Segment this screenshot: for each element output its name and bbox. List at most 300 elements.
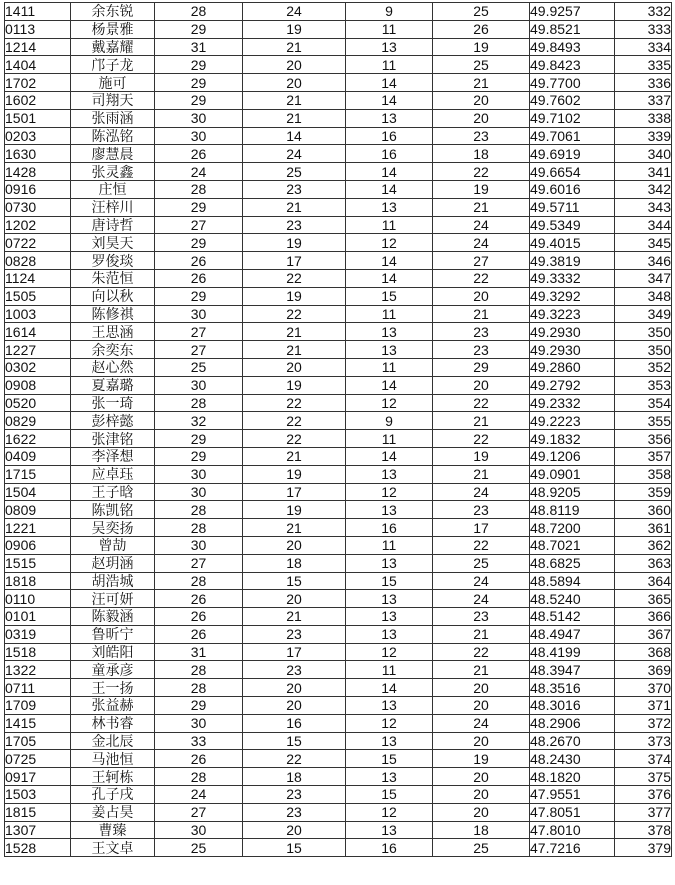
score-b-cell: 23 xyxy=(243,803,346,821)
student-id-cell: 1307 xyxy=(5,821,71,839)
student-id-cell: 0711 xyxy=(5,679,71,697)
score-a-cell: 26 xyxy=(155,625,243,643)
score-d-cell: 18 xyxy=(433,821,530,839)
total-score-cell: 49.2930 xyxy=(530,323,615,341)
score-b-cell: 18 xyxy=(243,554,346,572)
score-d-cell: 18 xyxy=(433,145,530,163)
score-d-cell: 25 xyxy=(433,56,530,74)
score-d-cell: 20 xyxy=(433,803,530,821)
table-row xyxy=(5,234,672,252)
table-row xyxy=(5,163,672,181)
score-d-cell: 20 xyxy=(433,697,530,715)
total-score-cell: 49.3332 xyxy=(530,269,615,287)
total-score-cell: 49.3819 xyxy=(530,252,615,270)
score-c-cell: 13 xyxy=(346,732,433,750)
total-score-cell: 48.9205 xyxy=(530,483,615,501)
score-c-cell: 13 xyxy=(346,341,433,359)
rank-cell: 355 xyxy=(615,412,672,430)
score-a-cell: 27 xyxy=(155,803,243,821)
student-name-cell: 施可 xyxy=(71,74,155,92)
rank-cell: 344 xyxy=(615,216,672,234)
student-name-cell: 金北辰 xyxy=(71,732,155,750)
score-b-cell: 21 xyxy=(243,323,346,341)
score-d-cell: 21 xyxy=(433,625,530,643)
score-b-cell: 21 xyxy=(243,198,346,216)
score-d-cell: 24 xyxy=(433,572,530,590)
rank-cell: 342 xyxy=(615,180,672,198)
total-score-cell: 47.9551 xyxy=(530,786,615,804)
rank-cell: 365 xyxy=(615,590,672,608)
score-b-cell: 19 xyxy=(243,287,346,305)
student-name-cell: 陈泓铭 xyxy=(71,127,155,145)
rank-cell: 378 xyxy=(615,821,672,839)
score-d-cell: 24 xyxy=(433,216,530,234)
score-d-cell: 22 xyxy=(433,163,530,181)
score-c-cell: 16 xyxy=(346,839,433,857)
student-name-cell: 刘昊天 xyxy=(71,234,155,252)
rank-cell: 372 xyxy=(615,714,672,732)
score-b-cell: 21 xyxy=(243,38,346,56)
student-id-cell: 1515 xyxy=(5,554,71,572)
student-name-cell: 夏嘉璐 xyxy=(71,376,155,394)
total-score-cell: 49.6654 xyxy=(530,163,615,181)
score-a-cell: 31 xyxy=(155,38,243,56)
rank-cell: 373 xyxy=(615,732,672,750)
score-a-cell: 33 xyxy=(155,732,243,750)
student-name-cell: 王思涵 xyxy=(71,323,155,341)
total-score-cell: 49.2792 xyxy=(530,376,615,394)
total-score-cell: 48.3947 xyxy=(530,661,615,679)
score-d-cell: 23 xyxy=(433,501,530,519)
score-a-cell: 29 xyxy=(155,91,243,109)
student-id-cell: 0908 xyxy=(5,376,71,394)
rank-cell: 335 xyxy=(615,56,672,74)
student-id-cell: 1227 xyxy=(5,341,71,359)
score-c-cell: 9 xyxy=(346,412,433,430)
table-row xyxy=(5,572,672,590)
score-b-cell: 20 xyxy=(243,821,346,839)
table-row xyxy=(5,447,672,465)
student-name-cell: 童承彦 xyxy=(71,661,155,679)
score-d-cell: 22 xyxy=(433,643,530,661)
total-score-cell: 49.1832 xyxy=(530,430,615,448)
table-row xyxy=(5,536,672,554)
score-a-cell: 26 xyxy=(155,252,243,270)
score-a-cell: 30 xyxy=(155,821,243,839)
score-c-cell: 13 xyxy=(346,109,433,127)
student-name-cell: 王轲栋 xyxy=(71,768,155,786)
rank-cell: 352 xyxy=(615,358,672,376)
table-row xyxy=(5,198,672,216)
table-row xyxy=(5,501,672,519)
table-row xyxy=(5,56,672,74)
score-d-cell: 23 xyxy=(433,608,530,626)
student-id-cell: 1214 xyxy=(5,38,71,56)
student-id-cell: 0730 xyxy=(5,198,71,216)
score-a-cell: 29 xyxy=(155,20,243,38)
table-row xyxy=(5,3,672,21)
score-a-cell: 27 xyxy=(155,216,243,234)
score-b-cell: 18 xyxy=(243,768,346,786)
table-row xyxy=(5,768,672,786)
score-a-cell: 29 xyxy=(155,198,243,216)
score-d-cell: 21 xyxy=(433,412,530,430)
student-name-cell: 汪梓川 xyxy=(71,198,155,216)
student-name-cell: 张一琦 xyxy=(71,394,155,412)
score-b-cell: 15 xyxy=(243,839,346,857)
score-a-cell: 28 xyxy=(155,3,243,21)
score-c-cell: 16 xyxy=(346,519,433,537)
table-row xyxy=(5,305,672,323)
score-a-cell: 28 xyxy=(155,501,243,519)
score-b-cell: 25 xyxy=(243,163,346,181)
rank-cell: 362 xyxy=(615,536,672,554)
score-d-cell: 20 xyxy=(433,679,530,697)
rank-cell: 347 xyxy=(615,269,672,287)
score-b-cell: 22 xyxy=(243,269,346,287)
score-d-cell: 24 xyxy=(433,714,530,732)
student-name-cell: 鲁昕宁 xyxy=(71,625,155,643)
score-d-cell: 19 xyxy=(433,447,530,465)
rank-cell: 368 xyxy=(615,643,672,661)
score-c-cell: 13 xyxy=(346,697,433,715)
table-body xyxy=(5,3,672,857)
student-id-cell: 1702 xyxy=(5,74,71,92)
score-a-cell: 32 xyxy=(155,412,243,430)
score-d-cell: 22 xyxy=(433,394,530,412)
score-d-cell: 20 xyxy=(433,109,530,127)
score-b-cell: 19 xyxy=(243,234,346,252)
score-d-cell: 23 xyxy=(433,323,530,341)
score-b-cell: 21 xyxy=(243,341,346,359)
rank-cell: 370 xyxy=(615,679,672,697)
score-d-cell: 22 xyxy=(433,430,530,448)
score-b-cell: 16 xyxy=(243,714,346,732)
rank-cell: 357 xyxy=(615,447,672,465)
score-c-cell: 12 xyxy=(346,483,433,501)
table-row xyxy=(5,519,672,537)
total-score-cell: 49.2332 xyxy=(530,394,615,412)
student-id-cell: 1815 xyxy=(5,803,71,821)
student-id-cell: 0319 xyxy=(5,625,71,643)
table-row xyxy=(5,20,672,38)
student-id-cell: 1818 xyxy=(5,572,71,590)
student-name-cell: 赵玥涵 xyxy=(71,554,155,572)
score-table xyxy=(4,2,672,857)
total-score-cell: 49.7102 xyxy=(530,109,615,127)
rank-cell: 364 xyxy=(615,572,672,590)
rank-cell: 337 xyxy=(615,91,672,109)
score-b-cell: 22 xyxy=(243,412,346,430)
score-b-cell: 23 xyxy=(243,180,346,198)
score-d-cell: 25 xyxy=(433,554,530,572)
student-name-cell: 陈凯铭 xyxy=(71,501,155,519)
student-id-cell: 1622 xyxy=(5,430,71,448)
table-row xyxy=(5,821,672,839)
total-score-cell: 48.3516 xyxy=(530,679,615,697)
student-name-cell: 司翔天 xyxy=(71,91,155,109)
score-a-cell: 28 xyxy=(155,679,243,697)
score-a-cell: 26 xyxy=(155,269,243,287)
student-id-cell: 1602 xyxy=(5,91,71,109)
student-id-cell: 0906 xyxy=(5,536,71,554)
total-score-cell: 48.2670 xyxy=(530,732,615,750)
score-a-cell: 29 xyxy=(155,447,243,465)
score-a-cell: 30 xyxy=(155,483,243,501)
score-b-cell: 20 xyxy=(243,536,346,554)
score-c-cell: 14 xyxy=(346,252,433,270)
student-name-cell: 陈修祺 xyxy=(71,305,155,323)
score-d-cell: 20 xyxy=(433,768,530,786)
score-d-cell: 27 xyxy=(433,252,530,270)
table-row xyxy=(5,145,672,163)
rank-cell: 360 xyxy=(615,501,672,519)
score-c-cell: 14 xyxy=(346,447,433,465)
student-name-cell: 吴奕扬 xyxy=(71,519,155,537)
student-id-cell: 0409 xyxy=(5,447,71,465)
student-id-cell: 1614 xyxy=(5,323,71,341)
student-name-cell: 林书睿 xyxy=(71,714,155,732)
table-row xyxy=(5,714,672,732)
rank-cell: 376 xyxy=(615,786,672,804)
score-c-cell: 15 xyxy=(346,572,433,590)
table-row xyxy=(5,323,672,341)
rank-cell: 358 xyxy=(615,465,672,483)
score-d-cell: 29 xyxy=(433,358,530,376)
student-name-cell: 唐诗哲 xyxy=(71,216,155,234)
score-b-cell: 20 xyxy=(243,358,346,376)
rank-cell: 350 xyxy=(615,323,672,341)
student-id-cell: 0809 xyxy=(5,501,71,519)
student-name-cell: 曾劼 xyxy=(71,536,155,554)
score-d-cell: 22 xyxy=(433,269,530,287)
rank-cell: 359 xyxy=(615,483,672,501)
score-a-cell: 30 xyxy=(155,376,243,394)
total-score-cell: 48.2906 xyxy=(530,714,615,732)
score-c-cell: 14 xyxy=(346,269,433,287)
total-score-cell: 48.5142 xyxy=(530,608,615,626)
score-a-cell: 29 xyxy=(155,287,243,305)
rank-cell: 353 xyxy=(615,376,672,394)
score-b-cell: 20 xyxy=(243,74,346,92)
score-b-cell: 22 xyxy=(243,750,346,768)
table-row xyxy=(5,412,672,430)
score-c-cell: 14 xyxy=(346,180,433,198)
student-id-cell: 1705 xyxy=(5,732,71,750)
table-row xyxy=(5,786,672,804)
total-score-cell: 49.9257 xyxy=(530,3,615,21)
total-score-cell: 49.0901 xyxy=(530,465,615,483)
rank-cell: 366 xyxy=(615,608,672,626)
score-c-cell: 12 xyxy=(346,643,433,661)
student-name-cell: 赵心然 xyxy=(71,358,155,376)
table-row xyxy=(5,127,672,145)
score-c-cell: 13 xyxy=(346,590,433,608)
score-b-cell: 22 xyxy=(243,305,346,323)
student-id-cell: 1503 xyxy=(5,786,71,804)
score-b-cell: 23 xyxy=(243,625,346,643)
score-c-cell: 13 xyxy=(346,465,433,483)
table-row xyxy=(5,269,672,287)
student-id-cell: 1003 xyxy=(5,305,71,323)
table-row xyxy=(5,643,672,661)
score-c-cell: 12 xyxy=(346,714,433,732)
table-row xyxy=(5,483,672,501)
student-name-cell: 张雨涵 xyxy=(71,109,155,127)
table-row xyxy=(5,252,672,270)
score-b-cell: 23 xyxy=(243,786,346,804)
score-a-cell: 30 xyxy=(155,536,243,554)
score-a-cell: 24 xyxy=(155,163,243,181)
rank-cell: 354 xyxy=(615,394,672,412)
student-name-cell: 陈毅涵 xyxy=(71,608,155,626)
student-id-cell: 0520 xyxy=(5,394,71,412)
table-row xyxy=(5,803,672,821)
score-d-cell: 19 xyxy=(433,750,530,768)
score-d-cell: 23 xyxy=(433,127,530,145)
table-row xyxy=(5,341,672,359)
score-b-cell: 21 xyxy=(243,447,346,465)
score-c-cell: 11 xyxy=(346,430,433,448)
score-c-cell: 11 xyxy=(346,661,433,679)
score-a-cell: 29 xyxy=(155,430,243,448)
score-a-cell: 26 xyxy=(155,145,243,163)
score-d-cell: 17 xyxy=(433,519,530,537)
score-c-cell: 11 xyxy=(346,305,433,323)
total-score-cell: 48.7200 xyxy=(530,519,615,537)
score-a-cell: 28 xyxy=(155,394,243,412)
score-b-cell: 21 xyxy=(243,608,346,626)
score-a-cell: 29 xyxy=(155,234,243,252)
student-id-cell: 0828 xyxy=(5,252,71,270)
total-score-cell: 49.3223 xyxy=(530,305,615,323)
student-name-cell: 余东锐 xyxy=(71,3,155,21)
student-id-cell: 1715 xyxy=(5,465,71,483)
student-name-cell: 庄恒 xyxy=(71,180,155,198)
student-name-cell: 胡浩城 xyxy=(71,572,155,590)
score-a-cell: 26 xyxy=(155,590,243,608)
total-score-cell: 48.5240 xyxy=(530,590,615,608)
student-id-cell: 1322 xyxy=(5,661,71,679)
total-score-cell: 49.2930 xyxy=(530,341,615,359)
score-b-cell: 21 xyxy=(243,91,346,109)
rank-cell: 377 xyxy=(615,803,672,821)
student-name-cell: 姜占昊 xyxy=(71,803,155,821)
student-id-cell: 1404 xyxy=(5,56,71,74)
total-score-cell: 48.4199 xyxy=(530,643,615,661)
table-row xyxy=(5,376,672,394)
score-b-cell: 22 xyxy=(243,430,346,448)
student-name-cell: 孔子戌 xyxy=(71,786,155,804)
score-b-cell: 21 xyxy=(243,519,346,537)
score-d-cell: 20 xyxy=(433,732,530,750)
score-c-cell: 13 xyxy=(346,821,433,839)
student-name-cell: 向以秋 xyxy=(71,287,155,305)
total-score-cell: 49.7700 xyxy=(530,74,615,92)
table-row xyxy=(5,608,672,626)
score-a-cell: 24 xyxy=(155,786,243,804)
student-name-cell: 罗俊琰 xyxy=(71,252,155,270)
student-id-cell: 0829 xyxy=(5,412,71,430)
rank-cell: 336 xyxy=(615,74,672,92)
table-row xyxy=(5,697,672,715)
student-name-cell: 汪可妍 xyxy=(71,590,155,608)
student-id-cell: 0203 xyxy=(5,127,71,145)
score-c-cell: 14 xyxy=(346,74,433,92)
rank-cell: 367 xyxy=(615,625,672,643)
student-name-cell: 彭梓懿 xyxy=(71,412,155,430)
score-b-cell: 19 xyxy=(243,465,346,483)
student-name-cell: 应卓珏 xyxy=(71,465,155,483)
score-a-cell: 28 xyxy=(155,519,243,537)
student-id-cell: 0722 xyxy=(5,234,71,252)
score-d-cell: 19 xyxy=(433,38,530,56)
total-score-cell: 49.7061 xyxy=(530,127,615,145)
student-id-cell: 0302 xyxy=(5,358,71,376)
rank-cell: 379 xyxy=(615,839,672,857)
rank-cell: 369 xyxy=(615,661,672,679)
total-score-cell: 49.3292 xyxy=(530,287,615,305)
score-b-cell: 19 xyxy=(243,376,346,394)
student-id-cell: 0916 xyxy=(5,180,71,198)
rank-cell: 375 xyxy=(615,768,672,786)
rank-cell: 350 xyxy=(615,341,672,359)
score-c-cell: 14 xyxy=(346,163,433,181)
student-id-cell: 1415 xyxy=(5,714,71,732)
score-a-cell: 27 xyxy=(155,323,243,341)
rank-cell: 345 xyxy=(615,234,672,252)
student-name-cell: 李泽想 xyxy=(71,447,155,465)
score-a-cell: 26 xyxy=(155,750,243,768)
score-d-cell: 23 xyxy=(433,341,530,359)
table-row xyxy=(5,287,672,305)
score-c-cell: 14 xyxy=(346,91,433,109)
student-id-cell: 1518 xyxy=(5,643,71,661)
rank-cell: 333 xyxy=(615,20,672,38)
score-c-cell: 13 xyxy=(346,198,433,216)
score-c-cell: 15 xyxy=(346,287,433,305)
score-a-cell: 28 xyxy=(155,572,243,590)
student-id-cell: 0101 xyxy=(5,608,71,626)
student-name-cell: 朱范恒 xyxy=(71,269,155,287)
student-id-cell: 1428 xyxy=(5,163,71,181)
score-b-cell: 20 xyxy=(243,697,346,715)
rank-cell: 334 xyxy=(615,38,672,56)
table-row xyxy=(5,91,672,109)
score-b-cell: 24 xyxy=(243,3,346,21)
score-d-cell: 24 xyxy=(433,590,530,608)
total-score-cell: 49.5349 xyxy=(530,216,615,234)
score-a-cell: 29 xyxy=(155,56,243,74)
student-id-cell: 1528 xyxy=(5,839,71,857)
total-score-cell: 49.6016 xyxy=(530,180,615,198)
score-c-cell: 11 xyxy=(346,216,433,234)
score-b-cell: 20 xyxy=(243,590,346,608)
total-score-cell: 48.2430 xyxy=(530,750,615,768)
table-row xyxy=(5,465,672,483)
score-b-cell: 21 xyxy=(243,109,346,127)
total-score-cell: 49.8423 xyxy=(530,56,615,74)
total-score-cell: 48.5894 xyxy=(530,572,615,590)
score-c-cell: 11 xyxy=(346,358,433,376)
total-score-cell: 48.6825 xyxy=(530,554,615,572)
table-row xyxy=(5,554,672,572)
student-id-cell: 1501 xyxy=(5,109,71,127)
rank-cell: 341 xyxy=(615,163,672,181)
total-score-cell: 48.3016 xyxy=(530,697,615,715)
table-row xyxy=(5,750,672,768)
rank-cell: 374 xyxy=(615,750,672,768)
